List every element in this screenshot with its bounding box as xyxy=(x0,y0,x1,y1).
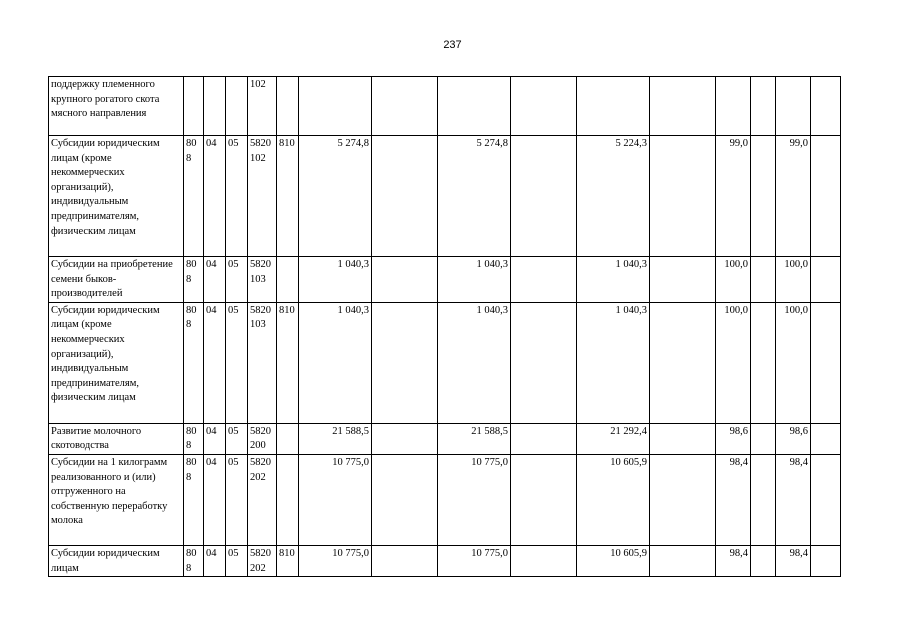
empty-cell xyxy=(751,136,776,257)
subsection-code-cell: 05 xyxy=(226,423,248,454)
table-row xyxy=(49,257,841,303)
table-row xyxy=(49,77,841,136)
actual-execution-cell: 5 224,3 xyxy=(577,136,650,257)
approved-plan-cell: 5 274,8 xyxy=(299,136,372,257)
empty-cell xyxy=(751,454,776,545)
empty-cell xyxy=(650,302,716,423)
section-code-cell: 04 xyxy=(204,545,226,576)
empty-cell xyxy=(511,423,577,454)
empty-cell xyxy=(372,302,438,423)
execution-percent-cell: 98,6 xyxy=(716,423,751,454)
empty-cell xyxy=(751,257,776,303)
empty-cell xyxy=(751,77,776,136)
ved-code-cell: 808 xyxy=(184,545,204,576)
empty-cell xyxy=(811,545,841,576)
subsection-code-cell: 05 xyxy=(226,454,248,545)
subsection-code-cell: 05 xyxy=(226,545,248,576)
actual-execution-cell: 1 040,3 xyxy=(577,257,650,303)
ved-code-cell xyxy=(184,77,204,136)
table-row xyxy=(49,454,841,545)
empty-cell xyxy=(372,77,438,136)
section-code-cell: 04 xyxy=(204,136,226,257)
empty-cell xyxy=(511,136,577,257)
execution-percent-revised-cell: 98,6 xyxy=(776,423,811,454)
actual-execution-cell: 10 605,9 xyxy=(577,454,650,545)
actual-execution-cell: 21 292,4 xyxy=(577,423,650,454)
ved-code-cell: 808 xyxy=(184,302,204,423)
ved-code-cell: 808 xyxy=(184,136,204,257)
expense-type-code-cell: 810 xyxy=(277,136,299,257)
empty-cell xyxy=(650,257,716,303)
empty-cell xyxy=(650,136,716,257)
approved-plan-cell: 10 775,0 xyxy=(299,454,372,545)
empty-cell xyxy=(811,257,841,303)
revised-plan-cell: 10 775,0 xyxy=(438,545,511,576)
row-name-cell: Развитие молочного скотоводства xyxy=(49,423,184,454)
target-item-code-cell: 5820 103 xyxy=(248,257,277,303)
page-number: 237 xyxy=(443,39,462,51)
ved-code-cell: 808 xyxy=(184,423,204,454)
row-name-cell: Субсидии на 1 килограмм реализованного и (или) отгруженного на собственную переработку молока xyxy=(49,454,184,545)
row-name-cell: Субсидии юридическим лицам (кроме некоммерческих организаций), индивидуальным предпринимателям, физическим лицам xyxy=(49,302,184,423)
target-item-code-cell: 5820 200 xyxy=(248,423,277,454)
execution-percent-revised-cell: 99,0 xyxy=(776,136,811,257)
row-name-cell: поддержку племенного крупного рогатого скота мясного направления xyxy=(49,77,184,136)
execution-percent-revised-cell: 100,0 xyxy=(776,302,811,423)
execution-percent-cell: 99,0 xyxy=(716,136,751,257)
actual-execution-cell: 1 040,3 xyxy=(577,302,650,423)
execution-percent-revised-cell: 100,0 xyxy=(776,257,811,303)
execution-percent-revised-cell xyxy=(776,77,811,136)
subsection-code-cell xyxy=(226,77,248,136)
empty-cell xyxy=(751,302,776,423)
approved-plan-cell: 1 040,3 xyxy=(299,302,372,423)
empty-cell xyxy=(811,454,841,545)
actual-execution-cell xyxy=(577,77,650,136)
target-item-code-cell: 5820 102 xyxy=(248,136,277,257)
empty-cell xyxy=(811,136,841,257)
empty-cell xyxy=(811,423,841,454)
revised-plan-cell: 1 040,3 xyxy=(438,257,511,303)
approved-plan-cell: 10 775,0 xyxy=(299,545,372,576)
ved-code-cell: 808 xyxy=(184,257,204,303)
approved-plan-cell: 1 040,3 xyxy=(299,257,372,303)
table-row xyxy=(49,545,841,576)
execution-percent-cell: 98,4 xyxy=(716,454,751,545)
execution-percent-revised-cell: 98,4 xyxy=(776,545,811,576)
execution-percent-cell: 98,4 xyxy=(716,545,751,576)
expense-type-code-cell: 810 xyxy=(277,302,299,423)
empty-cell xyxy=(372,423,438,454)
empty-cell xyxy=(511,302,577,423)
empty-cell xyxy=(811,77,841,136)
section-code-cell: 04 xyxy=(204,257,226,303)
row-name-cell: Субсидии юридическим лицам xyxy=(49,545,184,576)
table-row xyxy=(49,423,841,454)
revised-plan-cell: 1 040,3 xyxy=(438,302,511,423)
empty-cell xyxy=(751,545,776,576)
empty-cell xyxy=(372,545,438,576)
row-name-cell: Субсидии на приобретение семени быков-производителей xyxy=(49,257,184,303)
section-code-cell: 04 xyxy=(204,454,226,545)
execution-percent-revised-cell: 98,4 xyxy=(776,454,811,545)
expense-type-code-cell xyxy=(277,257,299,303)
empty-cell xyxy=(372,454,438,545)
target-item-code-cell: 5820 202 xyxy=(248,545,277,576)
revised-plan-cell: 5 274,8 xyxy=(438,136,511,257)
empty-cell xyxy=(650,77,716,136)
empty-cell xyxy=(650,545,716,576)
revised-plan-cell: 10 775,0 xyxy=(438,454,511,545)
expense-type-code-cell xyxy=(277,454,299,545)
actual-execution-cell: 10 605,9 xyxy=(577,545,650,576)
empty-cell xyxy=(372,136,438,257)
target-item-code-cell: 102 xyxy=(248,77,277,136)
revised-plan-cell xyxy=(438,77,511,136)
budget-table xyxy=(48,76,841,577)
table-row xyxy=(49,302,841,423)
ved-code-cell: 808 xyxy=(184,454,204,545)
target-item-code-cell: 5820 103 xyxy=(248,302,277,423)
empty-cell xyxy=(751,423,776,454)
row-name-cell: Субсидии юридическим лицам (кроме некоммерческих организаций), индивидуальным предпринимателям, физическим лицам xyxy=(49,136,184,257)
subsection-code-cell: 05 xyxy=(226,257,248,303)
section-code-cell xyxy=(204,77,226,136)
expense-type-code-cell: 810 xyxy=(277,545,299,576)
empty-cell xyxy=(511,257,577,303)
table-row xyxy=(49,136,841,257)
approved-plan-cell xyxy=(299,77,372,136)
empty-cell xyxy=(511,545,577,576)
subsection-code-cell: 05 xyxy=(226,302,248,423)
empty-cell xyxy=(811,302,841,423)
empty-cell xyxy=(372,257,438,303)
empty-cell xyxy=(650,423,716,454)
empty-cell xyxy=(511,77,577,136)
approved-plan-cell: 21 588,5 xyxy=(299,423,372,454)
empty-cell xyxy=(511,454,577,545)
execution-percent-cell: 100,0 xyxy=(716,302,751,423)
subsection-code-cell: 05 xyxy=(226,136,248,257)
revised-plan-cell: 21 588,5 xyxy=(438,423,511,454)
expense-type-code-cell xyxy=(277,77,299,136)
execution-percent-cell xyxy=(716,77,751,136)
execution-percent-cell: 100,0 xyxy=(716,257,751,303)
empty-cell xyxy=(650,454,716,545)
section-code-cell: 04 xyxy=(204,423,226,454)
expense-type-code-cell xyxy=(277,423,299,454)
target-item-code-cell: 5820 202 xyxy=(248,454,277,545)
section-code-cell: 04 xyxy=(204,302,226,423)
